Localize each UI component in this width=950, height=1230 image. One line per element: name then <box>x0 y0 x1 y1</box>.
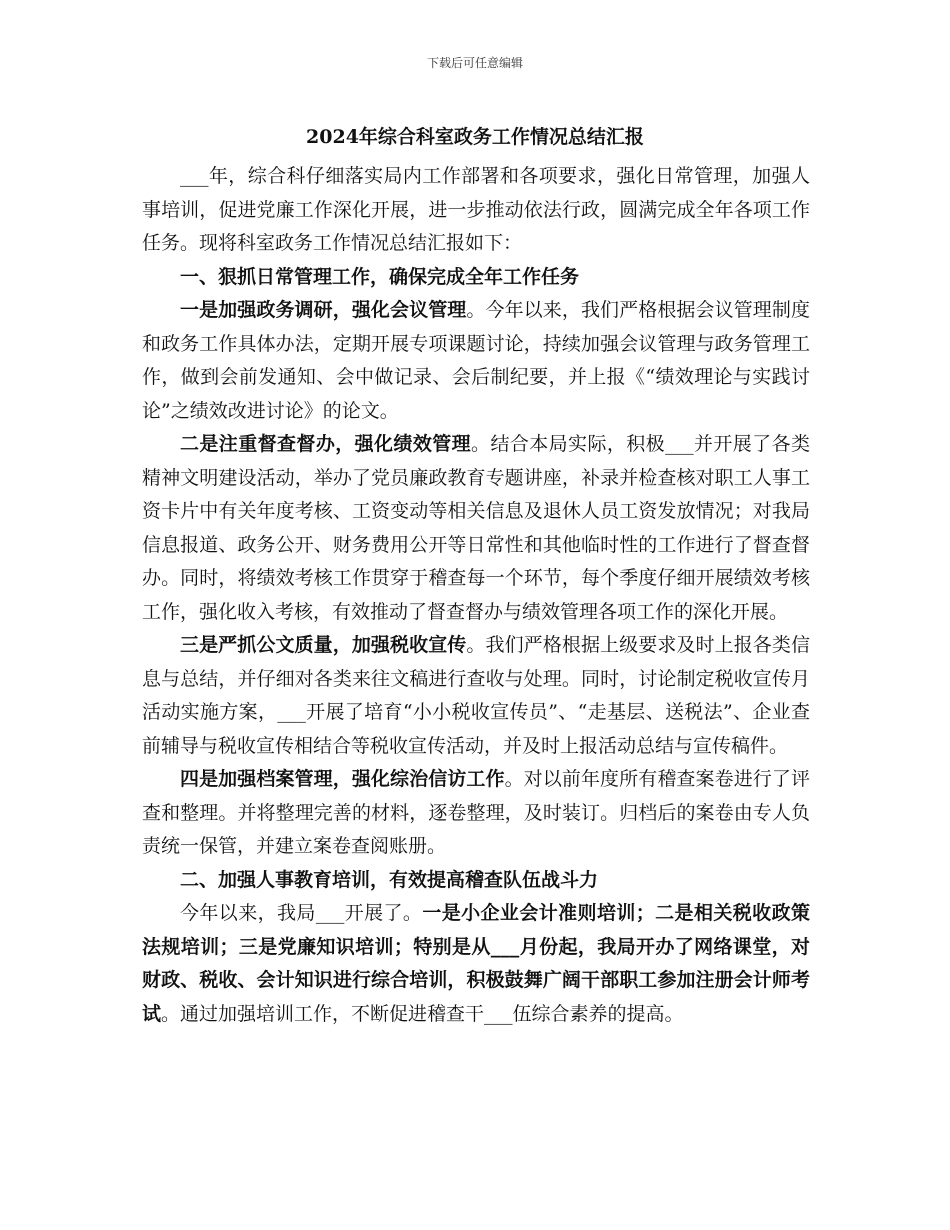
section-1-item-4 <box>142 763 810 864</box>
document-title: 2024年综合科室政务工作情况总结汇报 <box>306 126 644 148</box>
item-3-lead: 三是严抓公文质量，加强税收宣传 <box>180 634 467 656</box>
page-header-note: 下载后可任意编辑 <box>426 56 523 70</box>
section-1-item-2 <box>142 428 810 629</box>
document-body <box>142 160 810 1031</box>
section-1-item-3 <box>142 629 810 763</box>
item-1-text: 。今年以来，我们严格根据会议管理制度和政务工作具体办法，定期开展专项课题讨论，持续加强会议管理与政务管理工作，做到会前发通知、会中做记录、会后制纪要，并上报《“绩效理论与实践讨论”之绩效改进讨论》的论文。 <box>142 299 810 422</box>
section-2-paragraph <box>142 897 810 1031</box>
item-1-lead: 一是加强政务调研，强化会议管理 <box>180 299 467 321</box>
item-2-lead: 二是注重督查督办，强化绩效管理 <box>180 433 472 455</box>
section-1-item-1 <box>142 294 810 428</box>
item-2-text: 。结合本局实际，积极___并开展了各类精神文明建设活动，举办了党员廉政教育专题讲座，补录并检查核对职工人事工资卡片中有关年度考核、工资变动等相关信息及退休人员工资发放情况；对我局信息报道、政务公开、财务费用公开等日常性和其他临时性的工作进行了督查督办。同时，将绩效考核工作贯穿于稽查每一个环节，每个季度仔细开展绩效考核工作，强化收入考核，有效推动了督查督办与绩效管理各项工作的深化开展。 <box>142 433 810 623</box>
section-2-post: 。通过加强培训工作，不断促进稽查干___伍综合素养的提高。 <box>161 1002 684 1025</box>
item-4-lead: 四是加强档案管理，强化综治信访工作 <box>180 768 505 790</box>
section-2-pre: 今年以来，我局___开展了。 <box>180 902 423 924</box>
intro-paragraph: ___年，综合科仔细落实局内工作部署和各项要求，强化日常管理，加强人事培训，促进党廉工作深化开展，进一步推动依法行政，圆满完成全年各项工作任务。现将科室政务工作情况总结汇报如下： <box>142 165 810 254</box>
section-2-bold: 一是小企业会计准则培训；二是相关税收政策法规培训；三是党廉知识培训；特别是从___月份起，我局开办了网络课堂，对财政、税收、会计知识进行综合培训，积极鼓舞广阔干部职工参加注册会计师考试 <box>142 902 810 1025</box>
section-2-heading: 二、加强人事教育培训，有效提高稽查队伍战斗力 <box>180 868 599 891</box>
item-3-text: 。我们严格根据上级要求及时上报各类信息与总结，并仔细对各类来往文稿进行查收与处理。同时，讨论制定税收宣传月活动实施方案，___开展了培育“小小税收宣传员”、“走基层、送税法”、企业查前辅导与税收宣传相结合等税收宣传活动，并及时上报活动总结与宣传稿件。 <box>142 634 810 757</box>
item-4-text: 。对以前年度所有稽查案卷进行了评查和整理。并将整理完善的材料，逐卷整理，及时装订。归档后的案卷由专人负责统一保管，并建立案卷查阅账册。 <box>142 768 810 857</box>
section-1-heading: 一、狠抓日常管理工作，确保完成全年工作任务 <box>180 265 580 288</box>
